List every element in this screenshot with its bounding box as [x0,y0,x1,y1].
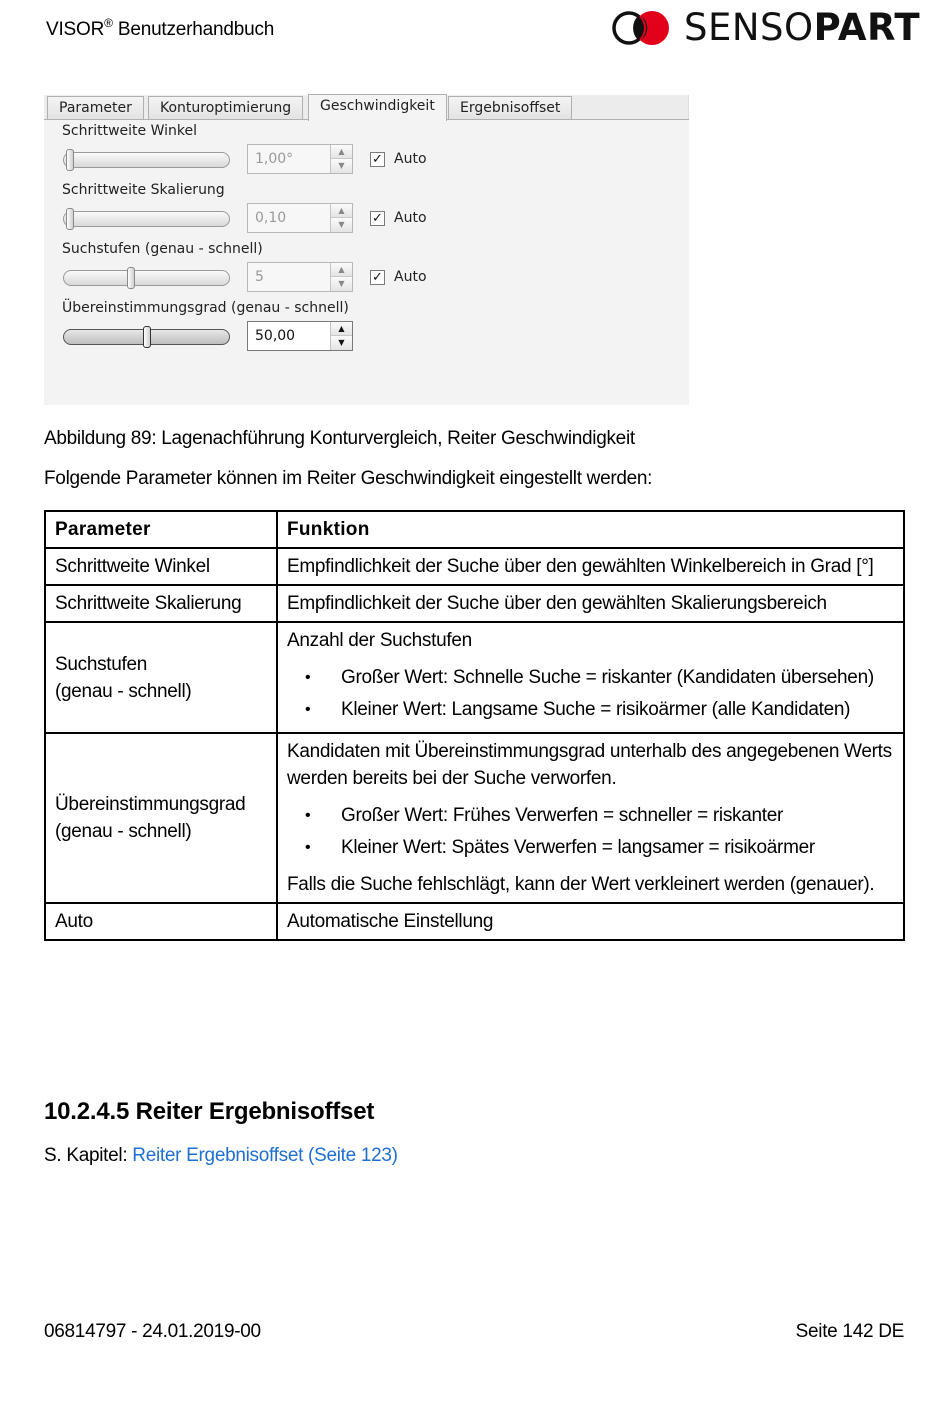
function-cell [277,622,904,733]
spin-up-arrow-icon[interactable]: ▲ [331,263,352,277]
registered-mark: ® [104,16,113,30]
slider-thumb[interactable] [66,208,74,230]
auto-label: Auto [394,210,427,226]
function-intro: Kandidaten mit Übereinstimmungsgrad unterhalb des angegebenen Werts werden bereits bei der Suche verworfen. [287,741,892,789]
document-title [46,16,274,41]
tab-parameter[interactable]: Parameter [47,96,144,120]
spinbox-value: 5 [255,269,264,285]
panel-body [44,120,689,405]
field-label-suchstufen: Suchstufen (genau - schnell) [62,241,263,257]
list-item: • Kleiner Wert: Spätes Verwerfen = langsamer = risikoärmer [287,834,894,861]
param-qualifier: (genau - schnell) [55,821,192,842]
checkmark-icon[interactable]: ✓ [370,152,385,167]
field-label-schrittweite-winkel: Schrittweite Winkel [62,123,197,139]
tab-ergebnisoffset[interactable]: Ergebnisoffset [448,96,572,120]
slider-thumb[interactable] [127,267,135,289]
spinbox-suchstufen[interactable] [247,262,353,292]
footer-document-id: 06814797 - 24.01.2019-00 [44,1321,261,1342]
speed-settings-panel [44,95,689,405]
slider-uebereinstimmungsgrad[interactable] [63,329,230,345]
checkmark-icon[interactable]: ✓ [370,270,385,285]
spin-up-arrow-icon[interactable]: ▲ [331,145,352,159]
table-row [45,548,904,585]
function-note: Falls die Suche fehlschlägt, kann der Wert verkleinert werden (genauer). [287,874,875,895]
list-item: • Kleiner Wert: Langsame Suche = risikoärmer (alle Kandidaten) [287,696,894,723]
figure-caption: Abbildung 89: Lagenachführung Konturvergleich, Reiter Geschwindigkeit [44,428,635,449]
spinbox-uebereinstimmungsgrad[interactable] [247,321,353,351]
section-heading: 10.2.4.5 Reiter Ergebnisoffset [44,1098,375,1125]
param-cell: Schrittweite Winkel [45,548,277,585]
slider-schrittweite-winkel[interactable] [63,152,230,168]
sensopart-logo-mark [612,11,672,45]
param-name: Suchstufen [55,653,148,675]
param-cell: Auto [45,903,277,940]
table-row [45,733,904,903]
auto-label: Auto [394,269,427,285]
list-item: • Großer Wert: Schnelle Suche = riskanter (Kandidaten übersehen) [287,664,894,691]
spinbox-value: 0,10 [255,210,287,226]
sensopart-logo [610,6,921,49]
tab-geschwindigkeit[interactable]: Geschwindigkeit [308,94,447,121]
spinbox-value: 1,00° [255,151,294,167]
spinbox-schrittweite-winkel[interactable] [247,144,353,174]
spinbox-value: 50,00 [255,328,296,344]
param-name: Übereinstimmungsgrad [55,794,246,815]
spin-down-arrow-icon[interactable]: ▼ [331,159,352,173]
document-type: Benutzerhandbuch [112,19,275,40]
checkmark-icon[interactable]: ✓ [370,211,385,226]
param-cell: Schrittweite Skalierung [45,585,277,622]
slider-thumb[interactable] [143,326,151,348]
bullet-list [287,802,894,861]
reference-prefix: S. Kapitel: [44,1145,133,1166]
spin-up-arrow-icon[interactable]: ▲ [331,204,352,218]
field-label-schrittweite-skalierung: Schrittweite Skalierung [62,182,225,198]
field-label-uebereinstimmungsgrad: Übereinstimmungsgrad (genau - schnell) [62,300,349,316]
function-cell: Automatische Einstellung [277,903,904,940]
table-row [45,585,904,622]
column-header-funktion: Funktion [277,511,904,548]
tab-bar [44,95,688,120]
tab-konturoptimierung[interactable]: Konturoptimierung [148,96,303,120]
param-cell [45,622,277,733]
chapter-reference [44,1145,398,1167]
table-row [45,903,904,940]
param-qualifier: (genau - schnell) [55,680,192,702]
column-header-parameter: Parameter [45,511,277,548]
table-row [45,622,904,733]
intro-text: Folgende Parameter können im Reiter Geschwindigkeit eingestellt werden: [44,468,653,489]
slider-thumb[interactable] [66,149,74,171]
function-intro: Anzahl der Suchstufen [287,630,472,651]
product-name: VISOR [46,19,105,40]
slider-suchstufen[interactable] [63,270,230,286]
spin-up-arrow-icon[interactable]: ▲ [331,322,352,336]
list-item: • Großer Wert: Frühes Verwerfen = schneller = riskanter [287,802,894,829]
spin-down-arrow-icon[interactable]: ▼ [331,336,352,350]
bullet-list [287,664,894,723]
spin-down-arrow-icon[interactable]: ▼ [331,277,352,291]
auto-label: Auto [394,151,427,167]
function-cell [277,733,904,903]
spin-down-arrow-icon[interactable]: ▼ [331,218,352,232]
parameter-table [44,510,905,941]
function-cell: Empfindlichkeit der Suche über den gewählten Skalierungsbereich [277,585,904,622]
param-cell [45,733,277,903]
chapter-link[interactable]: Reiter Ergebnisoffset (Seite 123) [132,1145,398,1166]
slider-schrittweite-skalierung[interactable] [63,211,230,227]
logo-wordmark: SENSOPART [684,6,921,49]
function-cell: Empfindlichkeit der Suche über den gewählten Winkelbereich in Grad [°] [277,548,904,585]
table-header-row [45,511,904,548]
footer-page-number: Seite 142 DE [795,1321,904,1342]
spinbox-schrittweite-skalierung[interactable] [247,203,353,233]
